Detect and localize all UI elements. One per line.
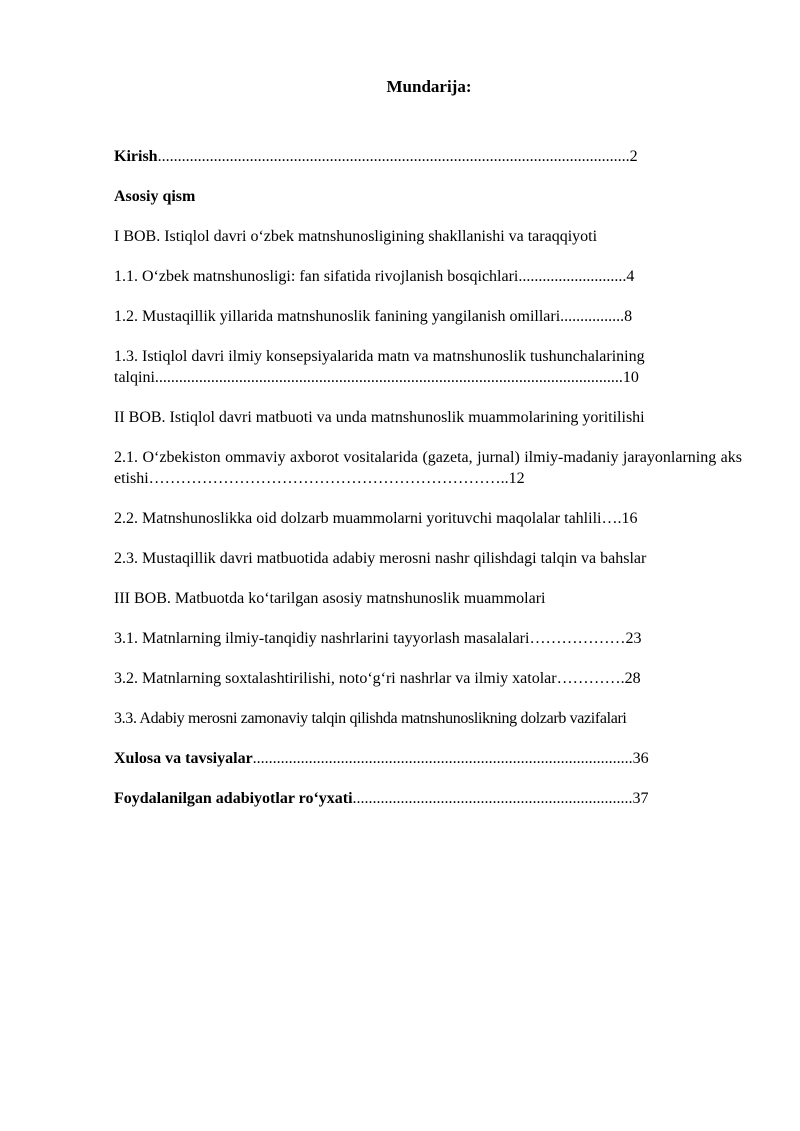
toc-entry-label: 2.1. O‘zbekiston ommaviy axborot vositalarida (gazeta, jurnal) ilmiy-madaniy xyxy=(114,449,619,466)
table-of-contents xyxy=(114,146,742,828)
toc-entry-references[interactable] xyxy=(114,788,742,809)
toc-entry-leader: ………………………………………………………….. xyxy=(148,470,509,487)
toc-entry-label: I BOB. Istiqlol davri o‘zbek matnshunosligining shakllanishi va taraqqiyoti xyxy=(114,228,598,245)
toc-entry-2-1[interactable] xyxy=(114,447,742,489)
toc-entry-leader: ..................................................................................................................... xyxy=(154,369,623,386)
toc-entry-label: 3.3. Adabiy merosni zamonaviy talqin qilishda matnshunoslikning dolzarb vazifalari xyxy=(114,710,627,727)
toc-entry-label: 2.2. Matnshunoslikka oid dolzarb muammolarni yorituvchi maqolalar tahlili xyxy=(114,510,602,527)
toc-entry-page: 36 xyxy=(632,750,649,767)
toc-entry-1-3[interactable] xyxy=(114,346,742,388)
toc-entry-3-1[interactable] xyxy=(114,628,742,649)
toc-entry-page: 10 xyxy=(622,369,639,386)
toc-entry-label: Kirish xyxy=(114,148,158,165)
toc-entry-leader: ............................................................................................... xyxy=(252,750,633,767)
toc-section-heading xyxy=(114,186,742,207)
toc-entry-chapter-3[interactable] xyxy=(114,588,742,609)
toc-entry-label: 1.3. Istiqlol davri ilmiy konsepsiyalarida matn va matnshunoslik tushunchalarining xyxy=(114,348,645,365)
toc-entry-leader: ...................................................................................................................... xyxy=(157,148,630,165)
toc-entry-3-2[interactable] xyxy=(114,668,742,689)
toc-entry-page: 12 xyxy=(508,470,525,487)
toc-entry-leader: ........................... xyxy=(518,268,627,285)
toc-entry-page: 16 xyxy=(621,510,638,527)
toc-entry-3-3[interactable] xyxy=(114,708,742,729)
toc-entry-page: 2 xyxy=(629,148,638,165)
toc-entry-label-continued: jarayonlarning aks etishi xyxy=(114,449,743,487)
toc-entry-label: Xulosa va tavsiyalar xyxy=(114,750,253,767)
toc-entry-label: II BOB. Istiqlol davri matbuoti va unda matnshunoslik muammolarining yoritilishi xyxy=(114,409,645,426)
toc-entry-label: Asosiy qism xyxy=(114,188,196,205)
toc-entry-label: 2.3. Mustaqillik davri matbuotida adabiy merosni nashr qilishdagi talqin va bahslar xyxy=(114,550,647,567)
toc-entry-label: 1.2. Mustaqillik yillarida matnshunoslik fanining yangilanish omillari xyxy=(114,308,561,325)
toc-entry-label: Foydalanilgan adabiyotlar ro‘yxati xyxy=(114,790,353,807)
toc-entry-label: III BOB. Matbuotda ko‘tarilgan asosiy matnshunoslik muammolari xyxy=(114,590,546,607)
toc-entry-1-1[interactable] xyxy=(114,266,742,287)
toc-entry-page: 8 xyxy=(624,308,633,325)
toc-entry-leader: …………. xyxy=(556,670,625,687)
toc-entry-label: 3.2. Matnlarning soxtalashtirilishi, noto‘g‘ri nashrlar va ilmiy xatolar xyxy=(114,670,557,687)
toc-entry-1-2[interactable] xyxy=(114,306,742,327)
toc-entry-leader: ...................................................................... xyxy=(352,790,633,807)
toc-entry-page: 4 xyxy=(626,268,635,285)
toc-entry-chapter-1[interactable] xyxy=(114,226,742,247)
toc-entry-xulosa[interactable] xyxy=(114,748,742,769)
toc-entry-page: 37 xyxy=(632,790,649,807)
toc-entry-2-2[interactable] xyxy=(114,508,742,529)
toc-entry-leader: ……………… xyxy=(529,630,626,647)
toc-entry-label: 3.1. Matnlarning ilmiy-tanqidiy nashrlarini tayyorlash masalalari xyxy=(114,630,530,647)
toc-entry-2-3[interactable] xyxy=(114,548,742,569)
toc-entry-kirish[interactable] xyxy=(114,146,742,167)
page-title: Mundarija: xyxy=(386,77,472,96)
toc-entry-page: 23 xyxy=(625,630,642,647)
toc-entry-label: 1.1. O‘zbek matnshunosligi: fan sifatida rivojlanish bosqichlari xyxy=(114,268,519,285)
toc-entry-leader: …. xyxy=(601,510,622,527)
toc-entry-page: 28 xyxy=(624,670,641,687)
toc-entry-leader: ................ xyxy=(560,308,625,325)
toc-entry-label-continued: talqini xyxy=(114,369,155,386)
toc-entry-chapter-2[interactable] xyxy=(114,407,742,428)
